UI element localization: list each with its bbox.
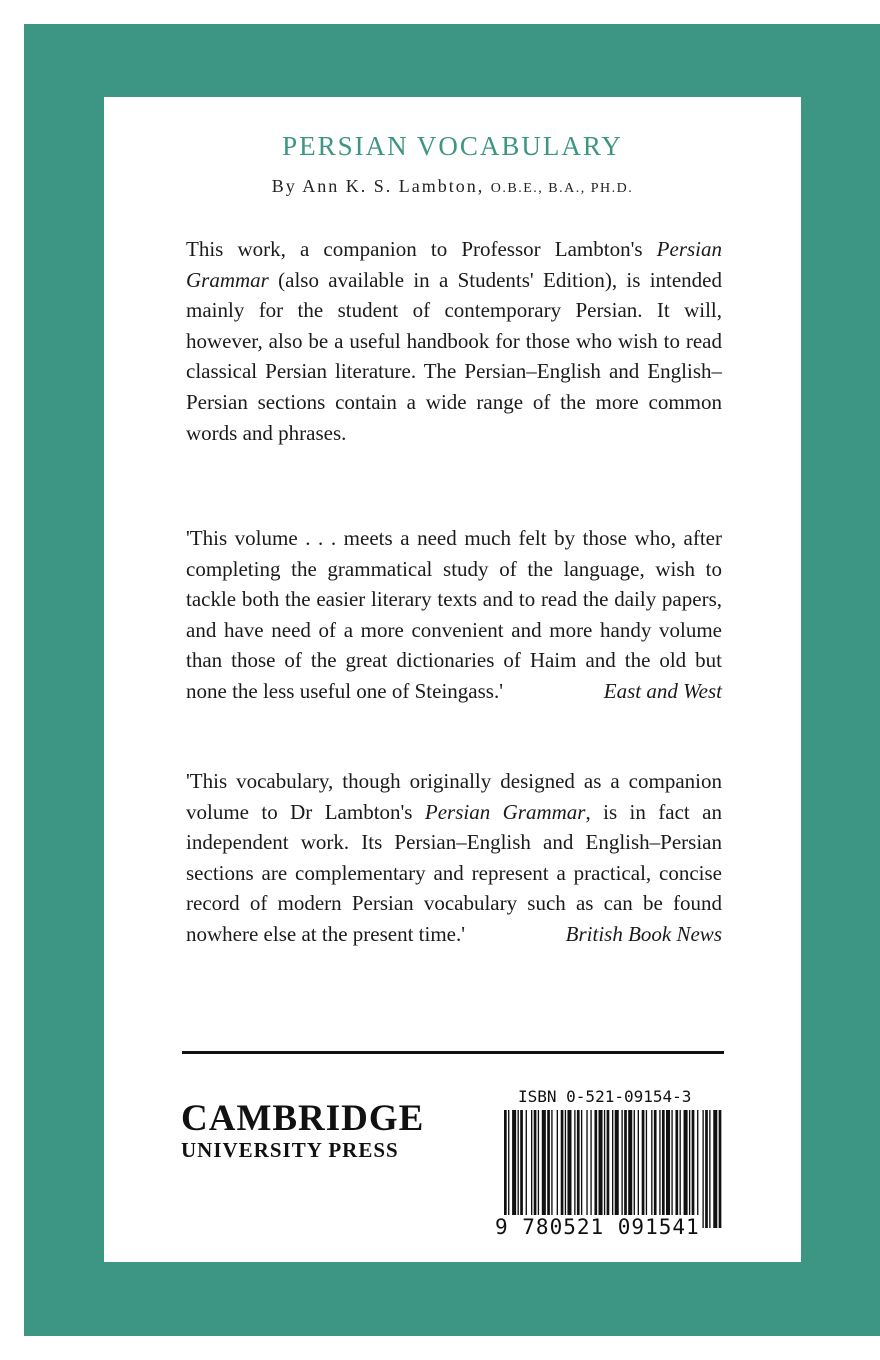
author-line	[104, 176, 801, 197]
isbn-label: ISBN 0-521-09154-3	[518, 1087, 692, 1106]
review1-source: East and West	[603, 678, 722, 703]
publisher-name: CAMBRIDGE	[181, 1098, 425, 1139]
description-text-start: This work, a companion to Professor Lambton's	[186, 237, 657, 261]
book-title: PERSIAN VOCABULARY	[282, 131, 623, 161]
publisher-logo	[181, 1099, 424, 1162]
description-book-title: Persian Grammar	[186, 237, 722, 292]
cover-border	[24, 24, 880, 1336]
review1-quote: 'This volume . . . meets a need much felt by those who, after completing the grammatical study of the language, wish to tackle both the easier literary texts and to read the daily papers, and have need of a more convenient and more handy volume than those of the great dictionaries of Haim and the old but none the less useful one of Steingass.'	[186, 526, 722, 703]
review-british-book-news	[186, 766, 722, 950]
description-paragraph	[186, 234, 722, 448]
author-name: By Ann K. S. Lambton,	[271, 176, 485, 196]
review2-source: British Book News	[565, 921, 722, 946]
ean-number: 9 780521 091541	[495, 1215, 700, 1239]
back-cover-panel	[104, 97, 801, 1262]
divider-rule	[182, 1051, 724, 1054]
author-credentials: O.B.E., B.A., PH.D.	[490, 181, 634, 196]
description-text-end: (also available in a Students' Edition), is intended mainly for the student of contemporary Persian. It will, however, also be a useful handbook for those who wish to read classical Persian literature. The Persian–English and English–Persian sections contain a wide range of the more common words and phrases.	[186, 267, 722, 445]
isbn-barcode	[496, 1110, 726, 1232]
review2-book-title: Persian Grammar	[424, 799, 586, 824]
review-east-and-west	[186, 523, 722, 707]
review2-quote-end: , is in fact an independent work. Its Persian–English and English–Persian sections are complementary and represent a practical, concise record of modern Persian vocabulary such as can be found nowhere else at the present time.'	[186, 799, 722, 946]
review2-quote-start: 'This vocabulary, though originally designed as a companion volume to Dr Lambton's	[186, 769, 722, 824]
publisher-subtitle: UNIVERSITY PRESS	[181, 1138, 399, 1162]
